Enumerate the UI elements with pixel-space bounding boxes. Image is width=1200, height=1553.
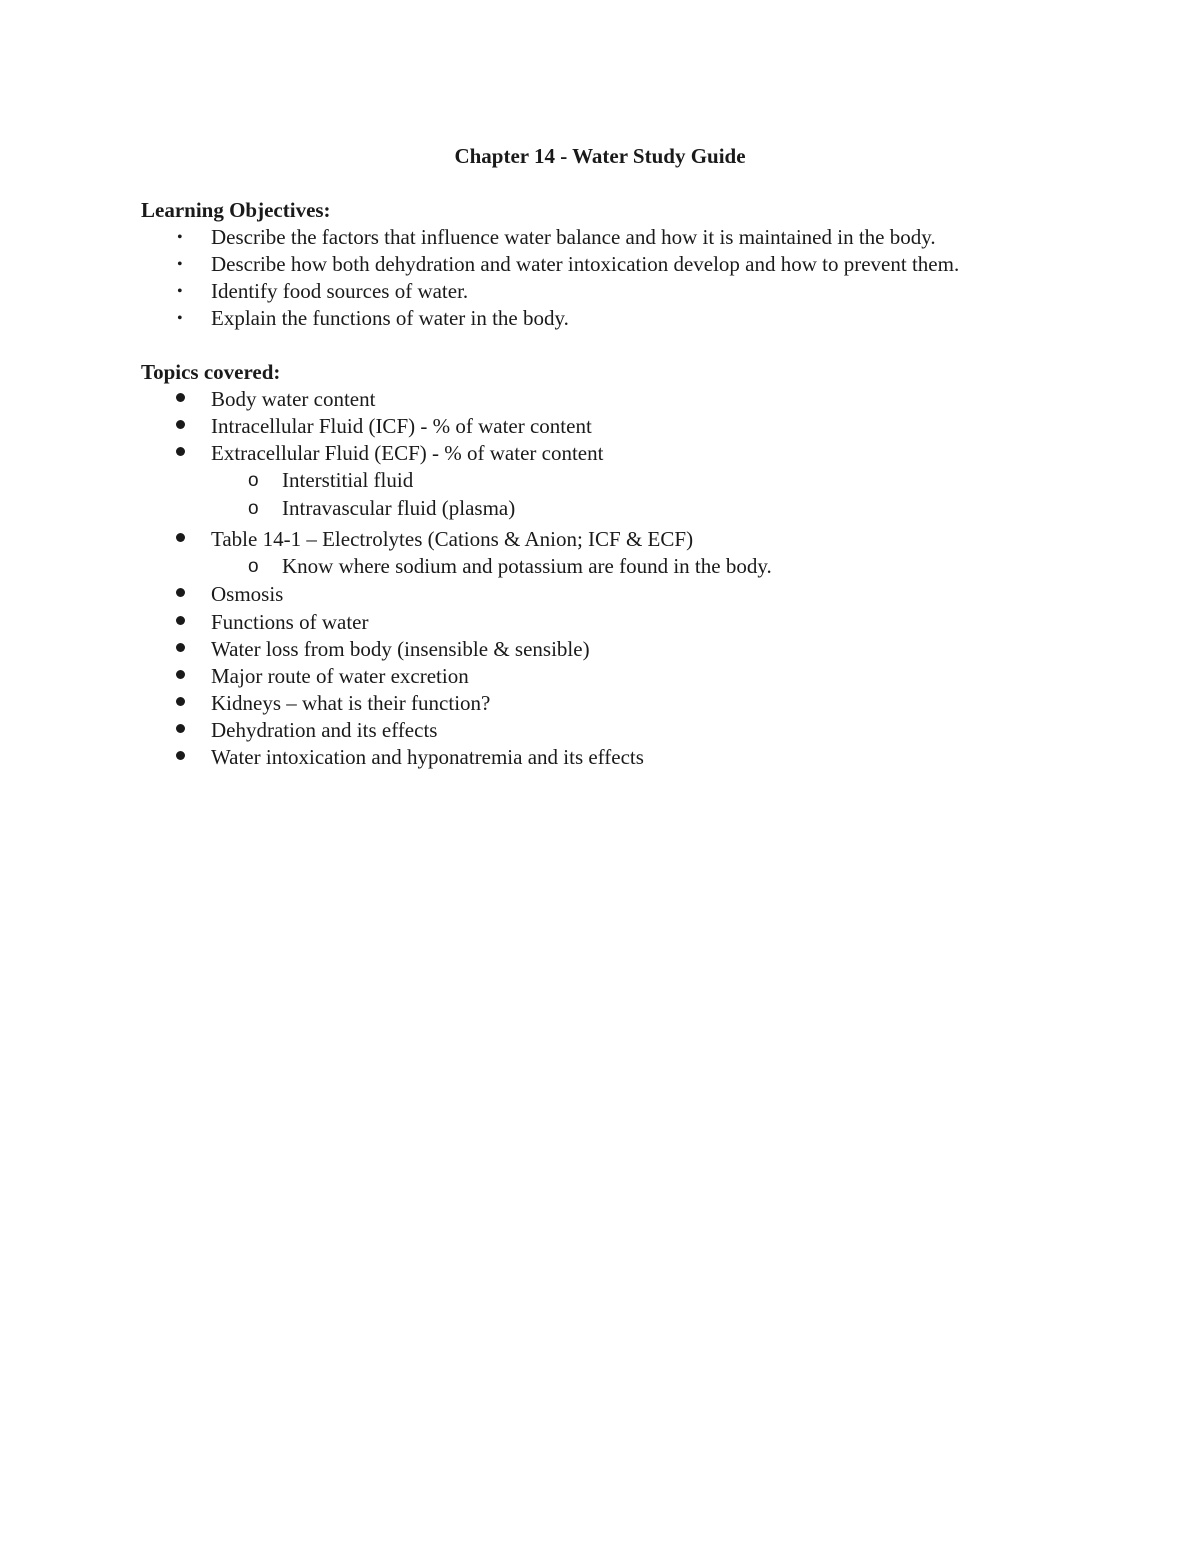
topic-item: Kidneys – what is their function? bbox=[211, 691, 491, 715]
topic-bullet bbox=[176, 616, 185, 625]
topic-bullet bbox=[176, 697, 185, 706]
topic-item: Dehydration and its effects bbox=[211, 718, 438, 742]
topic-bullet bbox=[176, 751, 185, 760]
objective-item: Describe the factors that influence water balance and how it is maintained in the body. bbox=[211, 225, 936, 249]
topic-item: Water loss from body (insensible & sensible) bbox=[211, 637, 590, 661]
objective-bullet: • bbox=[177, 310, 183, 327]
subtopic-item: Interstitial fluid bbox=[282, 468, 414, 492]
topic-item: Water intoxication and hyponatremia and its effects bbox=[211, 745, 644, 769]
objective-bullet: • bbox=[177, 256, 183, 273]
topic-bullet bbox=[176, 643, 185, 652]
subtopic-bullet: o bbox=[248, 470, 259, 491]
subtopic-item: Intravascular fluid (plasma) bbox=[282, 496, 516, 520]
topic-item: Table 14-1 – Electrolytes (Cations & Anion; ICF & ECF) bbox=[211, 527, 694, 551]
learning-objectives-heading: Learning Objectives: bbox=[141, 198, 331, 222]
topic-bullet bbox=[176, 670, 185, 679]
topic-bullet bbox=[176, 533, 185, 542]
document-title: Chapter 14 - Water Study Guide bbox=[454, 144, 746, 168]
topic-bullet bbox=[176, 447, 185, 456]
subtopic-bullet: o bbox=[248, 556, 259, 577]
objective-item: Identify food sources of water. bbox=[211, 279, 469, 303]
topic-bullet bbox=[176, 393, 185, 402]
topic-bullet bbox=[176, 420, 185, 429]
objective-item: Describe how both dehydration and water intoxication develop and how to prevent them. bbox=[211, 252, 960, 276]
topic-item: Major route of water excretion bbox=[211, 664, 469, 688]
objective-item: Explain the functions of water in the body. bbox=[211, 306, 569, 330]
topic-item: Extracellular Fluid (ECF) - % of water content bbox=[211, 441, 604, 465]
topic-item: Functions of water bbox=[211, 610, 369, 634]
objective-bullet: • bbox=[177, 229, 183, 246]
subtopic-item: Know where sodium and potassium are found in the body. bbox=[282, 554, 772, 578]
topic-item: Body water content bbox=[211, 387, 376, 411]
objective-bullet: • bbox=[177, 283, 183, 300]
subtopic-bullet: o bbox=[248, 498, 259, 519]
topic-item: Intracellular Fluid (ICF) - % of water content bbox=[211, 414, 592, 438]
topic-bullet bbox=[176, 724, 185, 733]
topics-covered-heading: Topics covered: bbox=[141, 360, 281, 384]
topic-item: Osmosis bbox=[211, 582, 284, 606]
topic-bullet bbox=[176, 588, 185, 597]
